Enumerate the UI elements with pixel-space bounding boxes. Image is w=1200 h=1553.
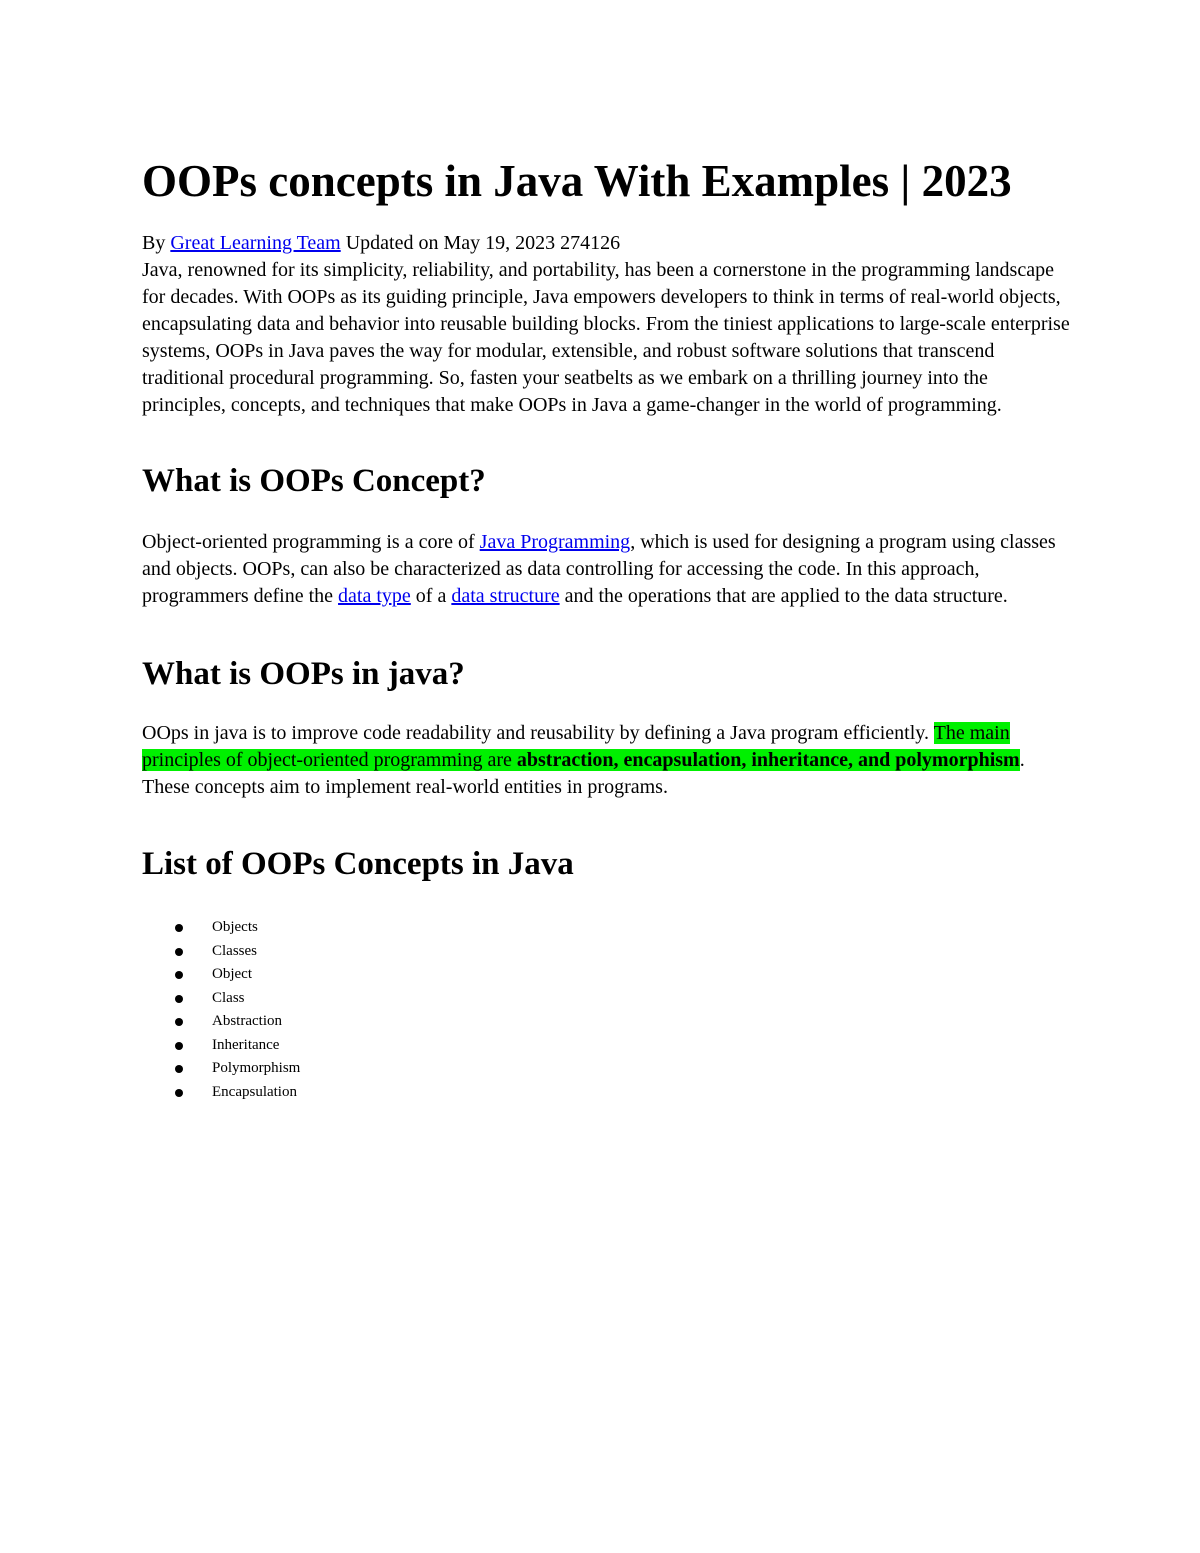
- document-page: [142, 150, 1072, 1104]
- java-programming-link[interactable]: Java Programming: [479, 531, 631, 553]
- concept-text-2: , which is used for designing a program using classes and objects. OOPs, can also be characterized as data controlling for accessing the code. In this approach, programmers define the: [142, 531, 1056, 607]
- java-paragraph: [142, 720, 1072, 801]
- concept-paragraph: [142, 529, 1072, 610]
- highlight-text: The main principles of object-oriented programming are: [142, 722, 1010, 771]
- list-item: [142, 963, 1072, 987]
- bullet-icon: [175, 1065, 183, 1073]
- list-item-label: Class: [212, 989, 245, 1006]
- list-item: [142, 1010, 1072, 1034]
- bullet-icon: [175, 971, 183, 979]
- concept-text-1: Object-oriented programming is a core of: [142, 531, 480, 553]
- data-structure-link[interactable]: data structure: [451, 585, 560, 607]
- list-item: [142, 1034, 1072, 1058]
- heading-what-is-oops-in-java: What is OOPs in java?: [142, 656, 465, 692]
- byline-updated: Updated on May 19, 2023 274126: [340, 232, 621, 254]
- data-type-link[interactable]: data type: [338, 585, 411, 607]
- concept-text-4: and the operations that are applied to the data structure.: [559, 585, 1008, 607]
- oops-concepts-list: [142, 916, 1072, 1104]
- list-item: [142, 916, 1072, 940]
- heading-list-of-oops-concepts: List of OOPs Concepts in Java: [142, 846, 574, 882]
- list-item: [142, 987, 1072, 1011]
- list-item: [142, 1057, 1072, 1081]
- bullet-icon: [175, 924, 183, 932]
- list-item-label: Encapsulation: [212, 1083, 297, 1100]
- list-item-label: Polymorphism: [212, 1060, 301, 1076]
- list-item-label: Classes: [212, 942, 257, 959]
- highlight-bold-principles: abstraction, encapsulation, inheritance, and polymorphism: [516, 749, 1020, 771]
- bullet-icon: [175, 948, 183, 956]
- list-item-label: Object: [212, 966, 252, 982]
- list-item: [142, 940, 1072, 964]
- list-item: [142, 1081, 1072, 1105]
- author-link[interactable]: Great Learning Team: [170, 232, 341, 254]
- list-item-label: Abstraction: [212, 1013, 282, 1029]
- intro-paragraph: Java, renowned for its simplicity, reliability, and portability, has been a cornerstone in the programming landscape for decades. With OOPs as its guiding principle, Java empowers developers to think in terms of real-world objects, encapsulating data and behavior into reusable building blocks. From the tiniest applications to large-scale enterprise systems, OOPs in Java paves the way for modular, extensible, and robust software solutions that transcend traditional procedural programming. So, fasten your seatbelts as we embark on a thrilling journey into the principles, concepts, and techniques that make OOPs in Java a game-changer in the world of programming.: [142, 259, 1070, 416]
- byline: [142, 230, 1072, 257]
- java-text-2: . These concepts aim to implement real-world entities in programs.: [142, 749, 1025, 798]
- java-text-1: OOps in java is to improve code readability and reusability by defining a Java program efficiently.: [142, 722, 934, 744]
- bullet-icon: [175, 1042, 183, 1050]
- byline-prefix: By: [142, 232, 171, 254]
- heading-what-is-oops-concept: What is OOPs Concept?: [142, 463, 486, 499]
- concept-text-3: of a: [410, 585, 452, 607]
- bullet-icon: [175, 1089, 183, 1097]
- article-title: OOPs concepts in Java With Examples | 2023: [142, 156, 1012, 206]
- bullet-icon: [175, 995, 183, 1003]
- bullet-icon: [175, 1018, 183, 1026]
- list-item-label: Objects: [212, 919, 258, 935]
- list-item-label: Inheritance: [212, 1036, 280, 1053]
